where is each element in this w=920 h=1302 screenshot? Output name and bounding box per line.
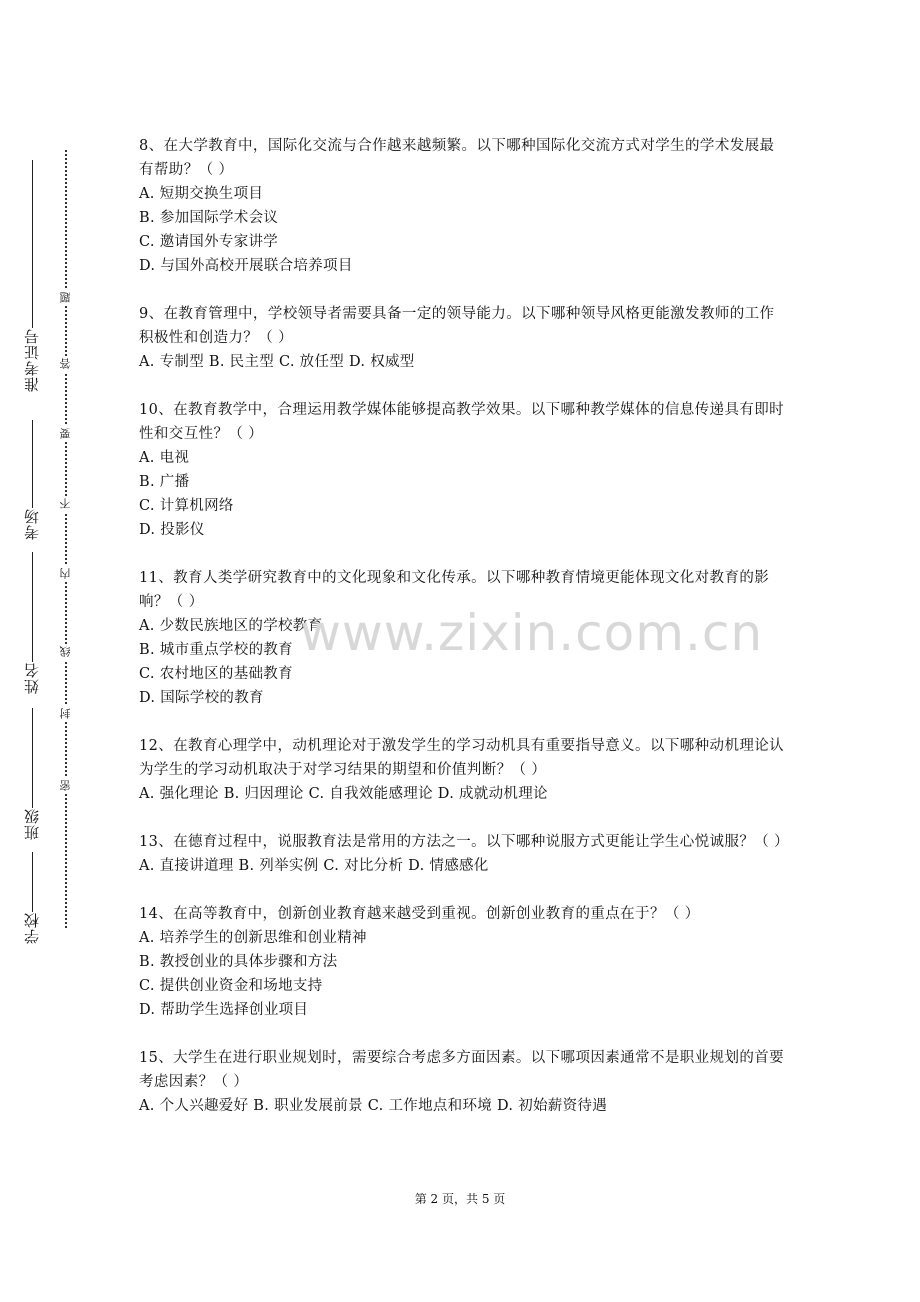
option-d: D. 投影仪 [139, 522, 205, 538]
option-b: B. 教授创业的具体步骤和方法 [139, 954, 338, 970]
question-stem: 12、在教育心理学中，动机理论对于激发学生的学习动机具有重要指导意义。以下哪种动机理论认为学生的学习动机取决于对学习结果的期望和价值判断？（ ） [139, 738, 785, 778]
field-bj [18, 708, 46, 840]
field-xx [18, 852, 46, 944]
field-label-school: 学校 [23, 912, 41, 944]
option-d: D. 国际学校的教育 [139, 690, 264, 706]
field-line [32, 552, 33, 662]
question-15 [139, 1046, 789, 1118]
field-line [32, 708, 33, 808]
options-inline: A. 强化理论 B. 归因理论 C. 自我效能感理论 D. 成就动机理论 [139, 786, 548, 802]
options-inline: A. 个人兴趣爱好 B. 职业发展前景 C. 工作地点和环境 D. 初始薪资待遇 [139, 1098, 608, 1114]
question-14 [139, 902, 789, 1022]
option-a: A. 少数民族地区的学校教育 [139, 618, 323, 634]
field-label-exam-room: 考场 [23, 508, 41, 540]
seal-char: 要 [58, 426, 74, 442]
option-c: C. 邀请国外专家讲学 [139, 234, 279, 250]
options-inline: A. 直接讲道理 B. 列举实例 C. 对比分析 D. 情感感化 [139, 858, 489, 874]
seal-char: 题 [58, 290, 74, 306]
question-13 [139, 830, 789, 878]
question-stem: 10、在教育教学中，合理运用教学媒体能够提高教学效果。以下哪种教学媒体的信息传递具有即时性和交互性？（ ） [139, 402, 785, 442]
field-line [32, 852, 33, 912]
option-b: B. 城市重点学校的教育 [139, 642, 293, 658]
question-stem: 14、在高等教育中，创新创业教育越来越受到重视。创新创业教育的重点在于？（ ） [139, 906, 700, 922]
option-a: A. 电视 [139, 450, 190, 466]
seal-char: 内 [58, 566, 74, 582]
question-stem: 15、大学生在进行职业规划时，需要综合考虑多方面因素。以下哪项因素通常不是职业规划的首要考虑因素？（ ） [139, 1050, 785, 1090]
options-inline: A. 专制型 B. 民主型 C. 放任型 D. 权威型 [139, 354, 415, 370]
binding-margin [18, 160, 46, 950]
question-list [139, 134, 789, 1142]
field-label-exam-id: 准考证号 [23, 328, 41, 392]
question-12 [139, 734, 789, 806]
option-a: A. 培养学生的创新思维和创业精神 [139, 930, 367, 946]
option-b: B. 参加国际学术会议 [139, 210, 279, 226]
field-zkzh [18, 160, 46, 392]
seal-char: 不 [58, 496, 74, 512]
option-b: B. 广播 [139, 474, 190, 490]
question-stem: 11、教育人类学研究教育中的文化现象和文化传承。以下哪种教育情境更能体现文化对教育的影响？（ ） [139, 570, 770, 610]
watermark: www.zixin.com.cn [300, 604, 764, 662]
option-d: D. 与国外高校开展联合培养项目 [139, 258, 353, 274]
question-stem: 13、在德育过程中，说服教育法是常用的方法之一。以下哪种说服方式更能让学生心悦诚服？（ ） [139, 834, 790, 850]
field-label-class: 班级 [23, 808, 41, 840]
seal-text [58, 150, 74, 928]
field-label-name: 姓名 [23, 662, 41, 694]
field-kc [18, 420, 46, 540]
seal-char: 密 [58, 778, 74, 794]
seal-char: 答 [58, 356, 74, 372]
option-c: C. 计算机网络 [139, 498, 234, 514]
option-d: D. 帮助学生选择创业项目 [139, 1002, 309, 1018]
seal-char: 线 [58, 644, 74, 660]
question-stem: 8、在大学教育中，国际化交流与合作越来越频繁。以下哪种国际化交流方式对学生的学术发展最有帮助？（ ） [139, 138, 775, 178]
question-9 [139, 302, 789, 374]
option-a: A. 短期交换生项目 [139, 186, 264, 202]
question-10 [139, 398, 789, 542]
field-line [32, 160, 33, 328]
question-11 [139, 566, 789, 710]
option-c: C. 提供创业资金和场地支持 [139, 978, 323, 994]
seal-char: 封 [58, 706, 74, 722]
option-c: C. 农村地区的基础教育 [139, 666, 293, 682]
question-8 [139, 134, 789, 278]
field-line [32, 420, 33, 508]
page-number-footer: 第 2 页，共 5 页 [414, 1192, 506, 1206]
field-xm [18, 552, 46, 694]
question-stem: 9、在教育管理中，学校领导者需要具备一定的领导能力。以下哪种领导风格更能激发教师的工作积极性和创造力？（ ） [139, 306, 775, 346]
